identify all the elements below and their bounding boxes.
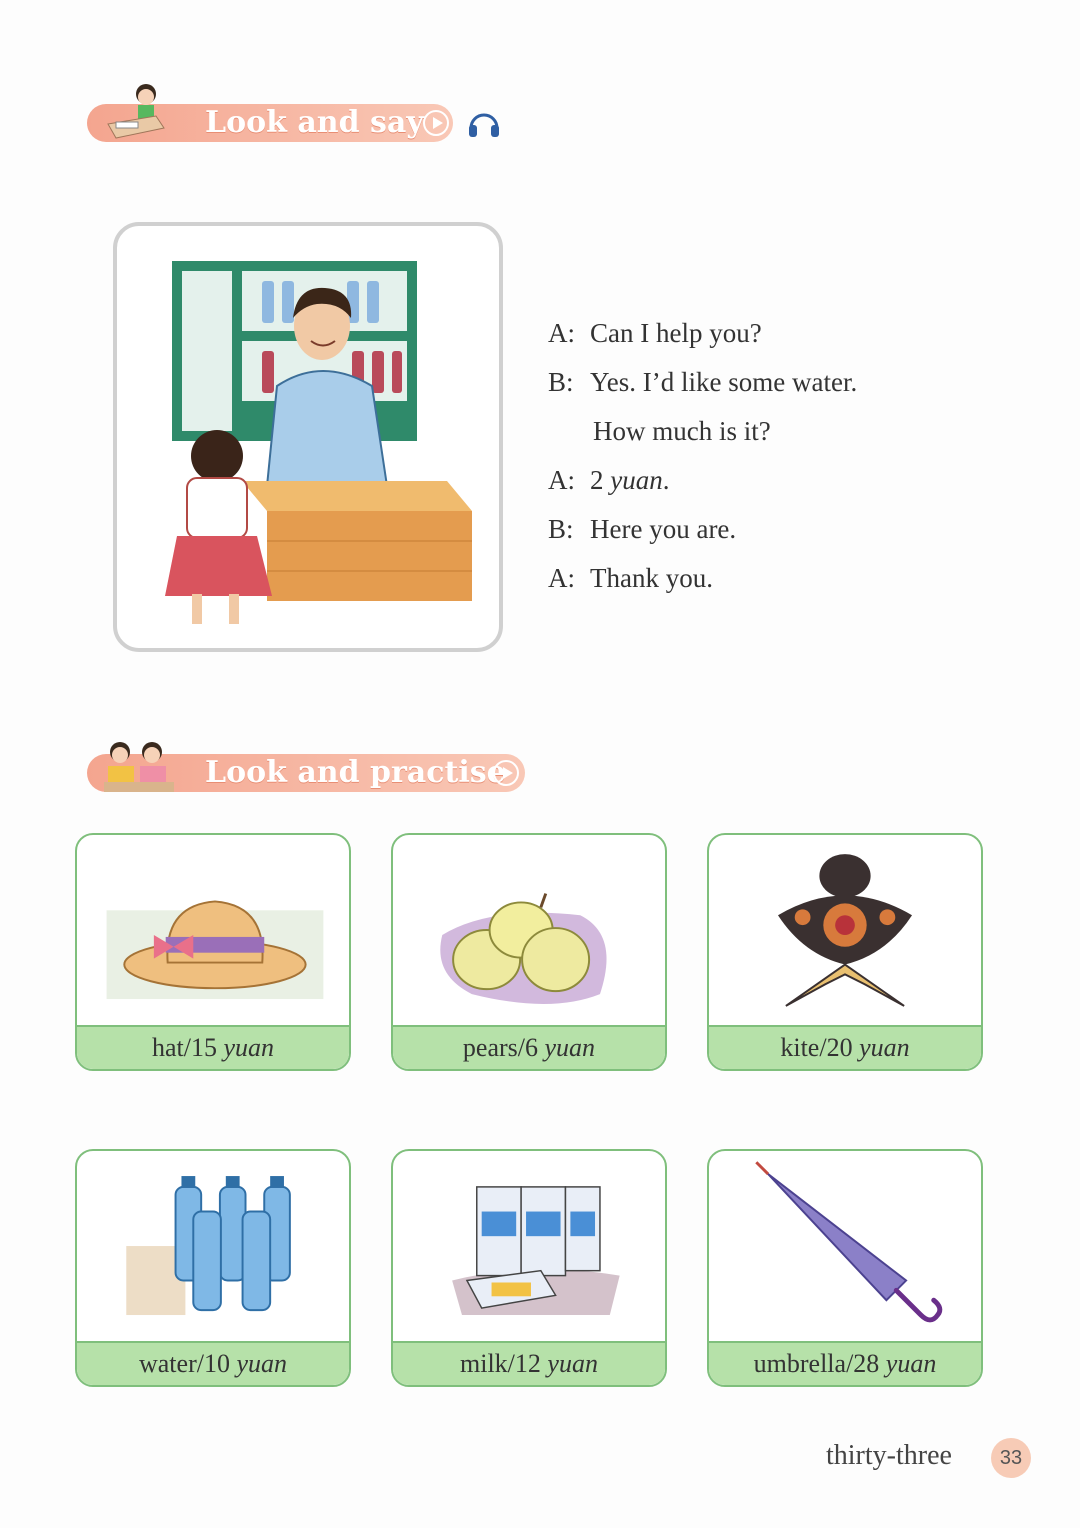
item-card-water bbox=[75, 1149, 351, 1387]
page-number-text: thirty-three bbox=[826, 1440, 952, 1471]
item-label: kite/20 yuan bbox=[709, 1025, 981, 1069]
item-label: water/10 yuan bbox=[77, 1341, 349, 1385]
hat-illustration bbox=[77, 835, 349, 1029]
kite-illustration bbox=[709, 835, 981, 1029]
dialogue-italic: yuan bbox=[610, 465, 663, 495]
speaker-label: A: bbox=[548, 318, 575, 348]
dialogue-line bbox=[548, 465, 857, 514]
dialogue-text: Can I help you? bbox=[590, 318, 762, 348]
item-label: hat/15 yuan bbox=[77, 1025, 349, 1069]
speaker-label: B: bbox=[548, 367, 574, 397]
play-icon[interactable] bbox=[423, 110, 449, 136]
dialogue-text: 2 bbox=[590, 465, 611, 495]
dialogue-line bbox=[548, 563, 857, 612]
shop-scene-illustration bbox=[113, 222, 503, 652]
children-reading-icon bbox=[100, 738, 180, 796]
dialogue-text: Thank you. bbox=[590, 563, 713, 593]
speaker-label: B: bbox=[548, 514, 574, 544]
dialogue-text: Yes. I’d like some water. bbox=[590, 367, 858, 397]
play-icon[interactable] bbox=[493, 760, 519, 786]
item-card-pears bbox=[391, 833, 667, 1071]
dialogue-punct: . bbox=[662, 465, 670, 495]
item-label: milk/12 yuan bbox=[393, 1341, 665, 1385]
girl-at-desk-icon bbox=[100, 80, 170, 146]
speaker-label: A: bbox=[548, 465, 575, 495]
dialogue-text: Here you are. bbox=[590, 514, 737, 544]
dialogue-line bbox=[548, 416, 857, 465]
water-bottles-illustration bbox=[77, 1151, 349, 1345]
headphones-icon[interactable] bbox=[466, 104, 502, 140]
dialogue-line bbox=[548, 318, 857, 367]
dialogue bbox=[548, 318, 857, 612]
umbrella-illustration bbox=[709, 1151, 981, 1345]
section-title: Look and practise bbox=[205, 755, 506, 790]
item-card-milk bbox=[391, 1149, 667, 1387]
item-card-kite bbox=[707, 833, 983, 1071]
item-card-hat bbox=[75, 833, 351, 1071]
item-card-umbrella bbox=[707, 1149, 983, 1387]
dialogue-line bbox=[548, 367, 857, 416]
page-number-badge: 33 bbox=[991, 1438, 1031, 1478]
section-title: Look and say bbox=[205, 105, 424, 140]
dialogue-text: How much is it? bbox=[593, 416, 771, 446]
dialogue-line bbox=[548, 514, 857, 563]
item-label: pears/6 yuan bbox=[393, 1025, 665, 1069]
pears-illustration bbox=[393, 835, 665, 1029]
milk-cartons-illustration bbox=[393, 1151, 665, 1345]
speaker-label: A: bbox=[548, 563, 575, 593]
item-label: umbrella/28 yuan bbox=[709, 1341, 981, 1385]
